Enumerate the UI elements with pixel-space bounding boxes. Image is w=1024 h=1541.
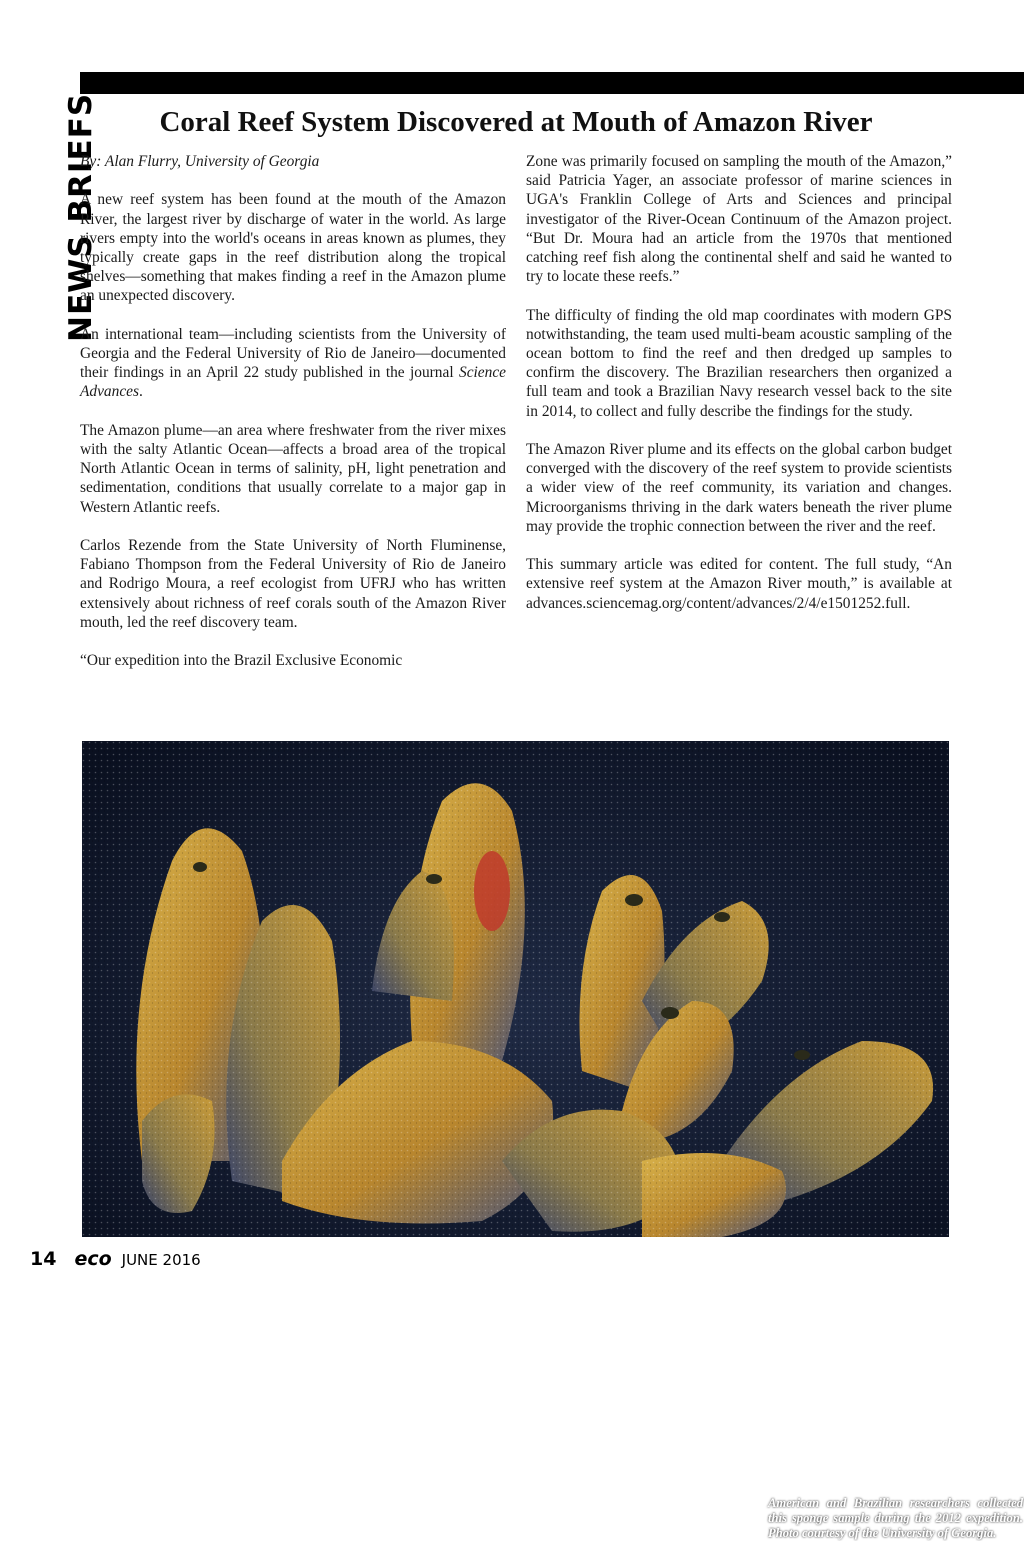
paragraph: Carlos Rezende from the State University of North Fluminense, Fabiano Thompson from the Federal University of Rio de Janeiro and Rodrigo Moura, a reef ecologist from UFRJ who has written extensively about richness of reef corals south of the Amazon River mouth, led the reef discovery team. xyxy=(80,537,506,631)
paragraph: This summary article was edited for content. The full study, “An extensive reef system at the Amazon River mouth,” is available at advances.sciencemag.org/content/advances/2/4/e1501252.full. xyxy=(526,556,952,612)
paragraph-text: . xyxy=(138,383,143,401)
journal-name: Science Advances xyxy=(80,364,506,401)
article-title: Coral Reef System Discovered at Mouth of Amazon River xyxy=(159,106,873,138)
paragraph-text: An international team—including scientists from the University of Georgia and the Federal University of Rio de Janeiro—documented their findings in an April 22 study published in the journal xyxy=(80,325,506,382)
paragraph: The Amazon plume—an area where freshwater from the river mixes with the salty Atlantic Ocean—affects a broad area of the tropical North Atlantic Ocean in terms of salinity, pH, light penetration and sedimentation, conditions that usually correlate to a major gap in Western Atlantic reefs. xyxy=(80,421,506,516)
page-number: 14 xyxy=(30,1248,57,1270)
paragraph: “Our expedition into the Brazil Exclusive Economic xyxy=(80,652,403,670)
header-bar xyxy=(0,72,1024,94)
photo-caption: American and Brazilian researchers collected this sponge sample during the 2012 expedition. Photo courtesy of the University of Georgia. xyxy=(768,1496,1023,1540)
right-column xyxy=(526,152,952,632)
paragraph: The difficulty of finding the old map coordinates with modern GPS notwithstanding, the team used multi-beam acoustic sampling of the ocean bottom to find the reef and then dredged up samples to confirm the discovery. The Brazilian researchers then organized a full team and took a Brazilian Navy research vessel back to the site in 2014, to collect and fully describe the findings for the study. xyxy=(526,306,952,420)
paragraph xyxy=(80,325,506,402)
page-footer xyxy=(30,1248,201,1276)
paragraph: Zone was primarily focused on sampling the mouth of the Amazon,” said Patricia Yager, an associate professor of marine sciences in UGA's Franklin College of Arts and Sciences and principal investigator of the River-Ocean Continuum of the Amazon project. “But Dr. Moura had an article from the 1970s that mentioned catching reef fish along the continental shelf and said he wanted to try to locate these reefs.” xyxy=(526,153,952,286)
byline: By: Alan Flurry, University of Georgia xyxy=(80,153,320,170)
magazine-name: eco xyxy=(74,1248,112,1270)
paragraph: The Amazon River plume and its effects on the global carbon budget converged with the discovery of the reef system to provide scientists a wider view of the reef community, its variation and changes. Microorganisms thriving in the dark waters beneath the river plume may provide the trophic connection between the river and the reef. xyxy=(526,441,952,535)
sponge-illustration xyxy=(82,741,949,1237)
issue-date: JUNE 2016 xyxy=(121,1251,201,1269)
paragraph: A new reef system has been found at the mouth of the Amazon River, the largest river by discharge of water in the world. As large rivers empty into the world's oceans in areas known as plumes, they typically create gaps in the reef distribution along the tropical shelves—something that makes finding a reef in the Amazon plume an unexpected discovery. xyxy=(80,191,506,305)
section-label: NEWS BRIEFS xyxy=(63,92,99,342)
left-column xyxy=(80,152,506,690)
